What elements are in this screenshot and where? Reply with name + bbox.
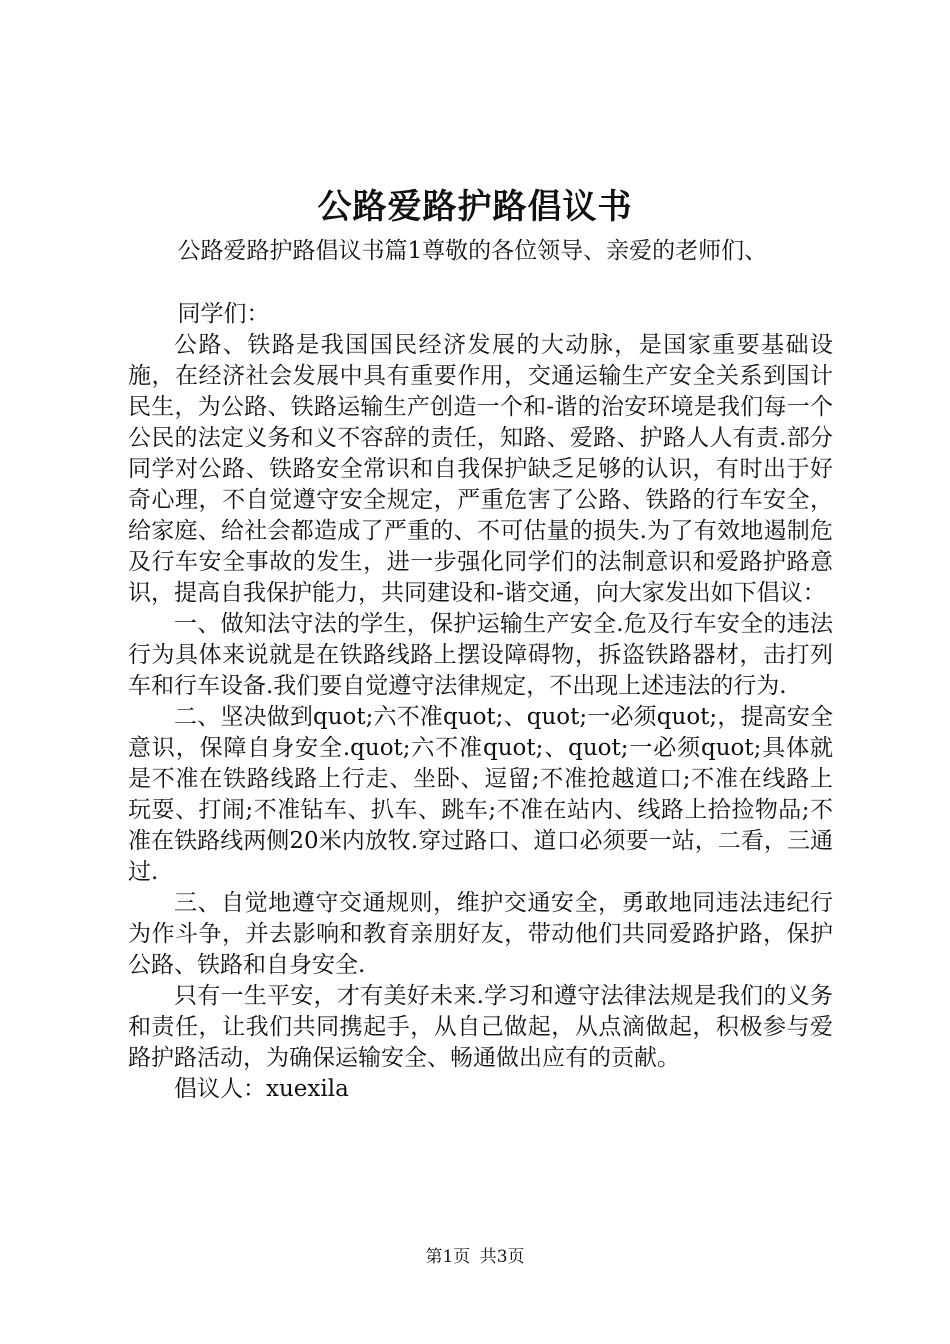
page-footer: 第1页 共3页	[425, 1247, 525, 1267]
closing-paragraph: 只有一生平安，才有美好未来.学习和遵守法律法规是我们的义务和责任，让我们共同携起手，从自己做起，从点滴做起，积极参与爱路护路活动，为确保运输安全、畅通做出应有的贡献。	[128, 983, 833, 1071]
document-title: 公路爱路护路倡议书	[317, 187, 633, 227]
intro-paragraph: 公路爱路护路倡议书篇1尊敬的各位领导、亲爱的老师们、	[177, 238, 768, 264]
salutation-paragraph: 同学们：	[177, 301, 270, 327]
document-body	[128, 236, 833, 1105]
proposal-one-paragraph: 一、做知法守法的学生，保护运输生产安全.危及行车安全的违法行为具体来说就是在铁路线路上摆设障碍物，拆盗铁路器材，击打列车和行车设备.我们要自觉遵守法律规定，不出现上述违法的行为.	[128, 611, 833, 699]
signature-paragraph: 倡议人：xuexila	[174, 1076, 349, 1102]
proposal-two-paragraph: 二、坚决做到quot;六不准quot;、quot;一必须quot;，提高安全意识，保障自身安全.quot;六不准quot;、quot;一必须quot;具体就是不准在铁路线路上行走、坐卧、逗留;不准抢越道口;不准在线路上玩耍、打闹;不准钻车、扒车、跳车;不准在站内、线路上拾捡物品;不准在铁路线两侧20米内放牧.穿过路口、道口必须要一站，二看，三通过.	[128, 704, 833, 885]
proposal-three-paragraph: 三、自觉地遵守交通规则，维护交通安全，勇敢地同违法违纪行为作斗争，并去影响和教育亲朋好友，带动他们共同爱路护路，保护公路、铁路和自身安全.	[128, 890, 833, 978]
body-paragraph: 公路、铁路是我国国民经济发展的大动脉，是国家重要基础设施，在经济社会发展中具有重要作用，交通运输生产安全关系到国计民生，为公路、铁路运输生产创造一个和-谐的治安环境是我们每一个公民的法定义务和义不容辞的责任，知路、爱路、护路人人有责.部分同学对公路、铁路安全常识和自我保护缺乏足够的认识，有时出于好奇心理，不自觉遵守安全规定，严重危害了公路、铁路的行车安全，给家庭、给社会都造成了严重的、不可估量的损失.为了有效地遏制危及行车安全事故的发生，进一步强化同学们的法制意识和爱路护路意识，提高自我保护能力，共同建设和-谐交通，向大家发出如下倡议：	[128, 332, 833, 606]
